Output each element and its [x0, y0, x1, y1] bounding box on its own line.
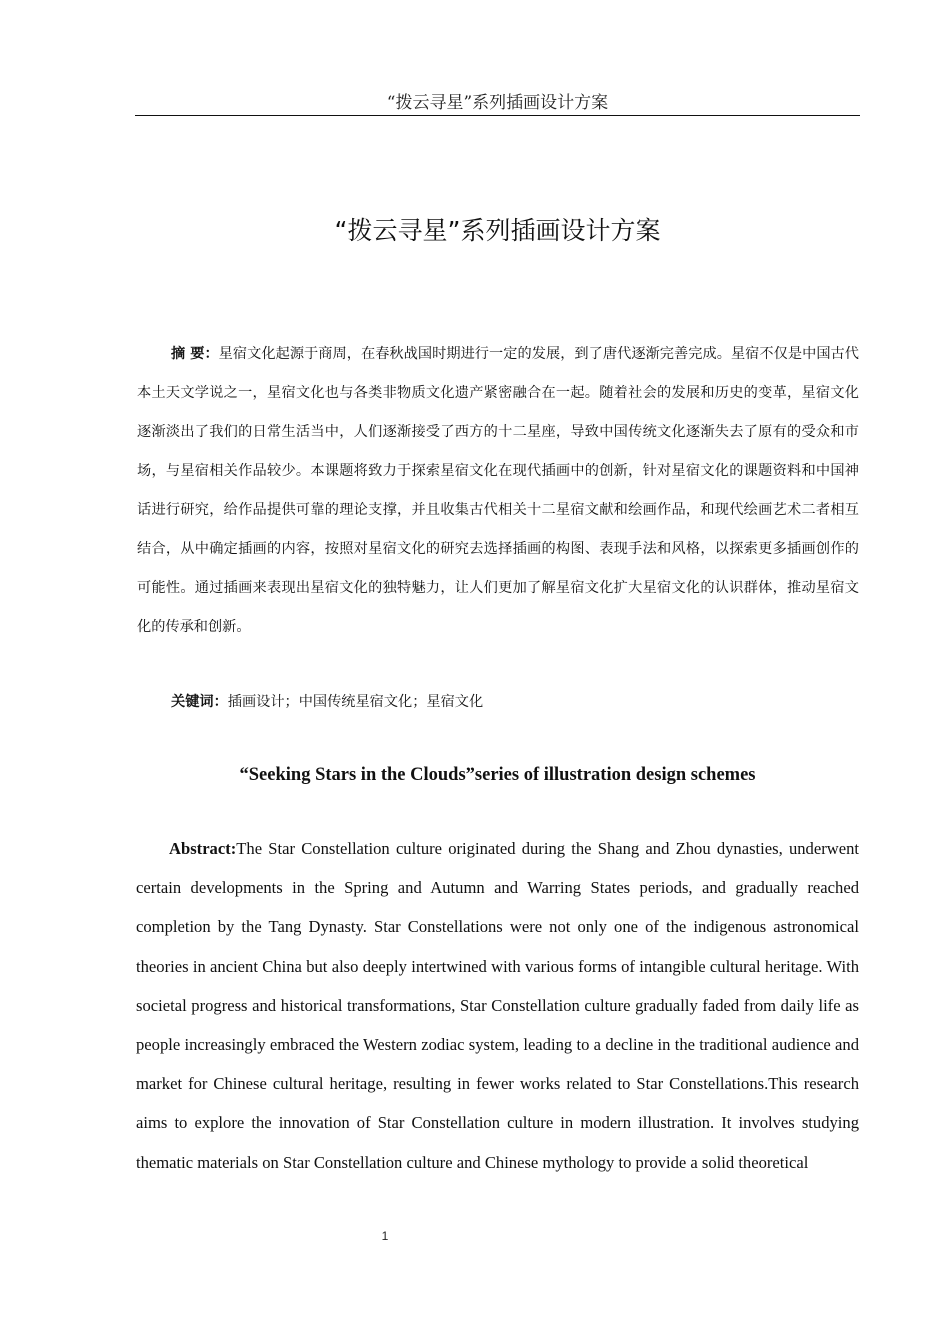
chinese-abstract — [137, 335, 859, 647]
chinese-keywords — [171, 683, 861, 722]
english-abstract-text: The Star Constellation culture originated during the Shang and Zhou dynasties, underwent certain developments in the Spring and Autumn and Warring States periods, and gradually reached completion by the Tang Dynasty. Star Constellations were not only one of the indigenous astronomical theories in ancient China but also deeply intertwined with various forms of intangible cultural heritage. With societal progress and historical transformations, Star Constellation culture gradually faded from daily life as people increasingly embraced the Western zodiac system, leading to a decline in the traditional audience and market for Chinese cultural heritage, resulting in fewer works related to Star Constellations.This research aims to explore the innovation of Star Constellation culture in modern illustration. It involves studying thematic materials on Star Constellation culture and Chinese mythology to provide a solid theoretical — [136, 839, 859, 1172]
header-divider — [135, 115, 860, 116]
chinese-keywords-label: 关键词： — [171, 694, 228, 710]
english-title: “Seeking Stars in the Clouds”series of illustration design schemes — [239, 765, 756, 785]
english-abstract-label: Abstract: — [169, 839, 237, 858]
page-number: 1 — [381, 1229, 389, 1243]
chinese-abstract-label: 摘 要： — [171, 346, 219, 362]
chinese-abstract-text: 星宿文化起源于商周，在春秋战国时期进行一定的发展，到了唐代逐渐完善完成。星宿不仅是中国古代本土天文学说之一，星宿文化也与各类非物质文化遗产紧密融合在一起。随着社会的发展和历史的变革，星宿文化逐渐淡出了我们的日常生活当中，人们逐渐接受了西方的十二星座，导致中国传统文化逐渐失去了原有的受众和市场，与星宿相关作品较少。本课题将致力于探索星宿文化在现代插画中的创新，针对星宿文化的课题资料和中国神话进行研究，给作品提供可靠的理论支撑，并且收集古代相关十二星宿文献和绘画作品，和现代绘画艺术二者相互结合，从中确定插画的内容，按照对星宿文化的研究去选择插画的构图、表现手法和风格，以探索更多插画创作的可能性。通过插画来表现出星宿文化的独特魅力，让人们更加了解星宿文化扩大星宿文化的认识群体，推动星宿文化的传承和创新。 — [137, 346, 859, 635]
english-abstract — [136, 829, 859, 1182]
running-header: “拨云寻星”系列插画设计方案 — [386, 93, 609, 113]
chinese-keywords-text: 插画设计；中国传统星宿文化；星宿文化 — [227, 694, 484, 710]
chinese-title: “拨云寻星”系列插画设计方案 — [334, 216, 661, 245]
